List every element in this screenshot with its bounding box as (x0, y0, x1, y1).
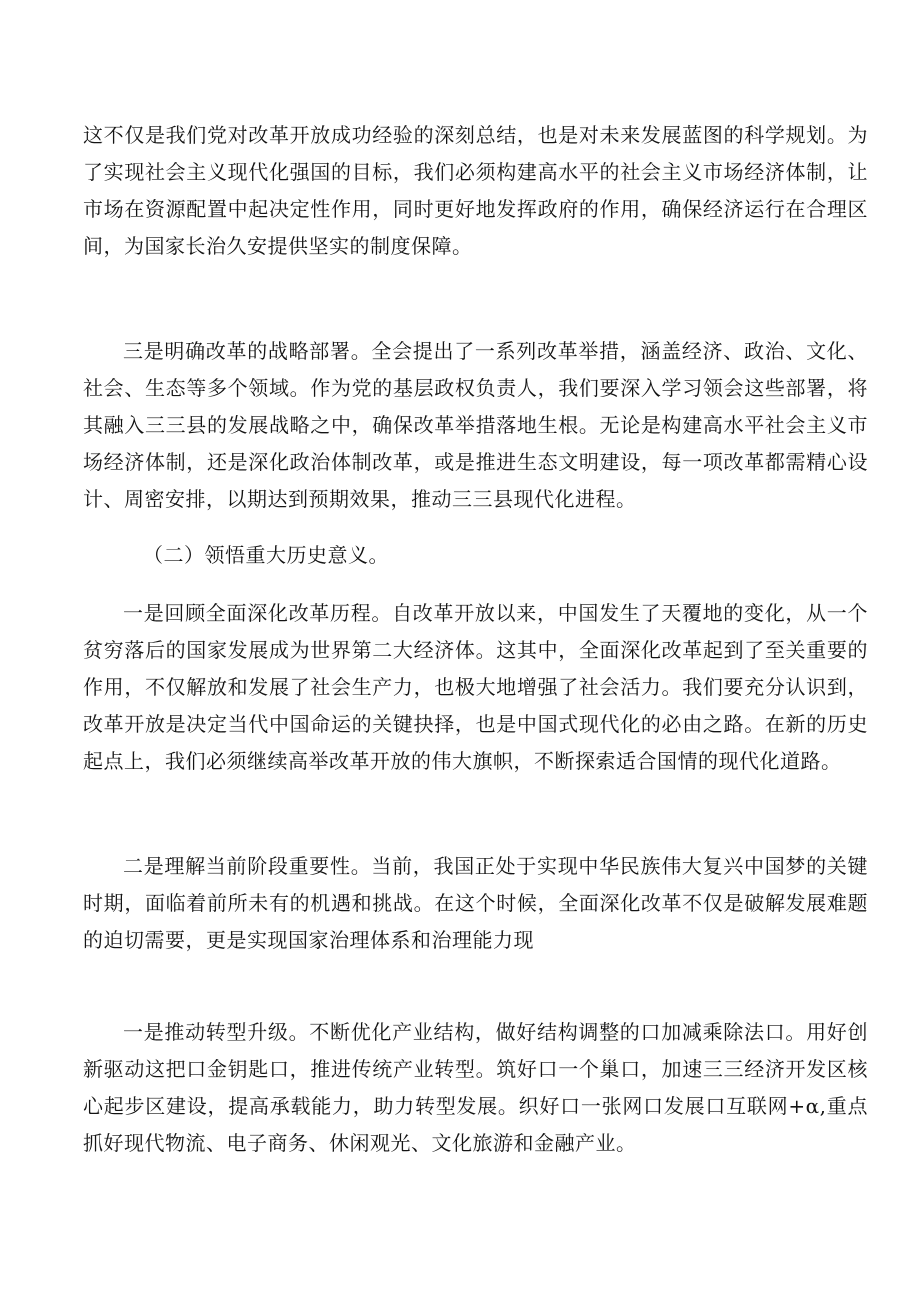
paragraph-current-stage: 二是理解当前阶段重要性。当前，我国正处于实现中华民族伟大复兴中国梦的关键时期，面临着前所未有的机遇和挑战。在这个时候，全面深化改革不仅是破解发展难题的迫切需要，更是实现国家治理体系和治理能力现 (83, 854, 868, 952)
paragraph-transformation-upgrade: 一是推动转型升级。不断优化产业结构，做好结构调整的口加减乘除法口。用好创新驱动这把口金钥匙口，推进传统产业转型。筑好口一个巢口，加速三三经济开发区核心起步区建设，提高承载能力，助力转型发展。织好口一张网口发展口互联网+α,重点抓好现代物流、电子商务、休闲观光、文化旅游和金融产业。 (83, 1020, 868, 1155)
paragraph-summary-continuation: 这不仅是我们党对改革开放成功经验的深刻总结，也是对未来发展蓝图的科学规划。为了实现社会主义现代化强国的目标，我们必须构建高水平的社会主义市场经济体制，让市场在资源配置中起决定性作用，同时更好地发挥政府的作用，确保经济运行在合理区间，为国家长治久安提供坚实的制度保障。 (83, 123, 868, 258)
paragraph-strategic-deployment: 三是明确改革的战略部署。全会提出了一系列改革举措，涵盖经济、政治、文化、社会、生态等多个领域。作为党的基层政权负责人，我们要深入学习领会这些部署，将其融入三三县的发展战略之中，确保改革举措落地生根。无论是构建高水平社会主义市场经济体制，还是深化政治体制改革，或是推进生态文明建设，每一项改革都需精心设计、周密安排，以期达到预期效果，推动三三县现代化进程。 (83, 339, 868, 511)
paragraph-reform-history: 一是回顾全面深化改革历程。自改革开放以来，中国发生了天覆地的变化，从一个贫穷落后的国家发展成为世界第二大经济体。这其中，全面深化改革起到了至关重要的作用，不仅解放和发展了社会生产力，也极大地增强了社会活力。我们要充分认识到，改革开放是决定当代中国命运的关键抉择，也是中国式现代化的必由之路。在新的历史起点上，我们必须继续高举改革开放的伟大旗帜，不断探索适合国情的现代化道路。 (83, 601, 868, 773)
section-heading-historical-significance: （二）领悟重大历史意义。 (143, 543, 389, 567)
